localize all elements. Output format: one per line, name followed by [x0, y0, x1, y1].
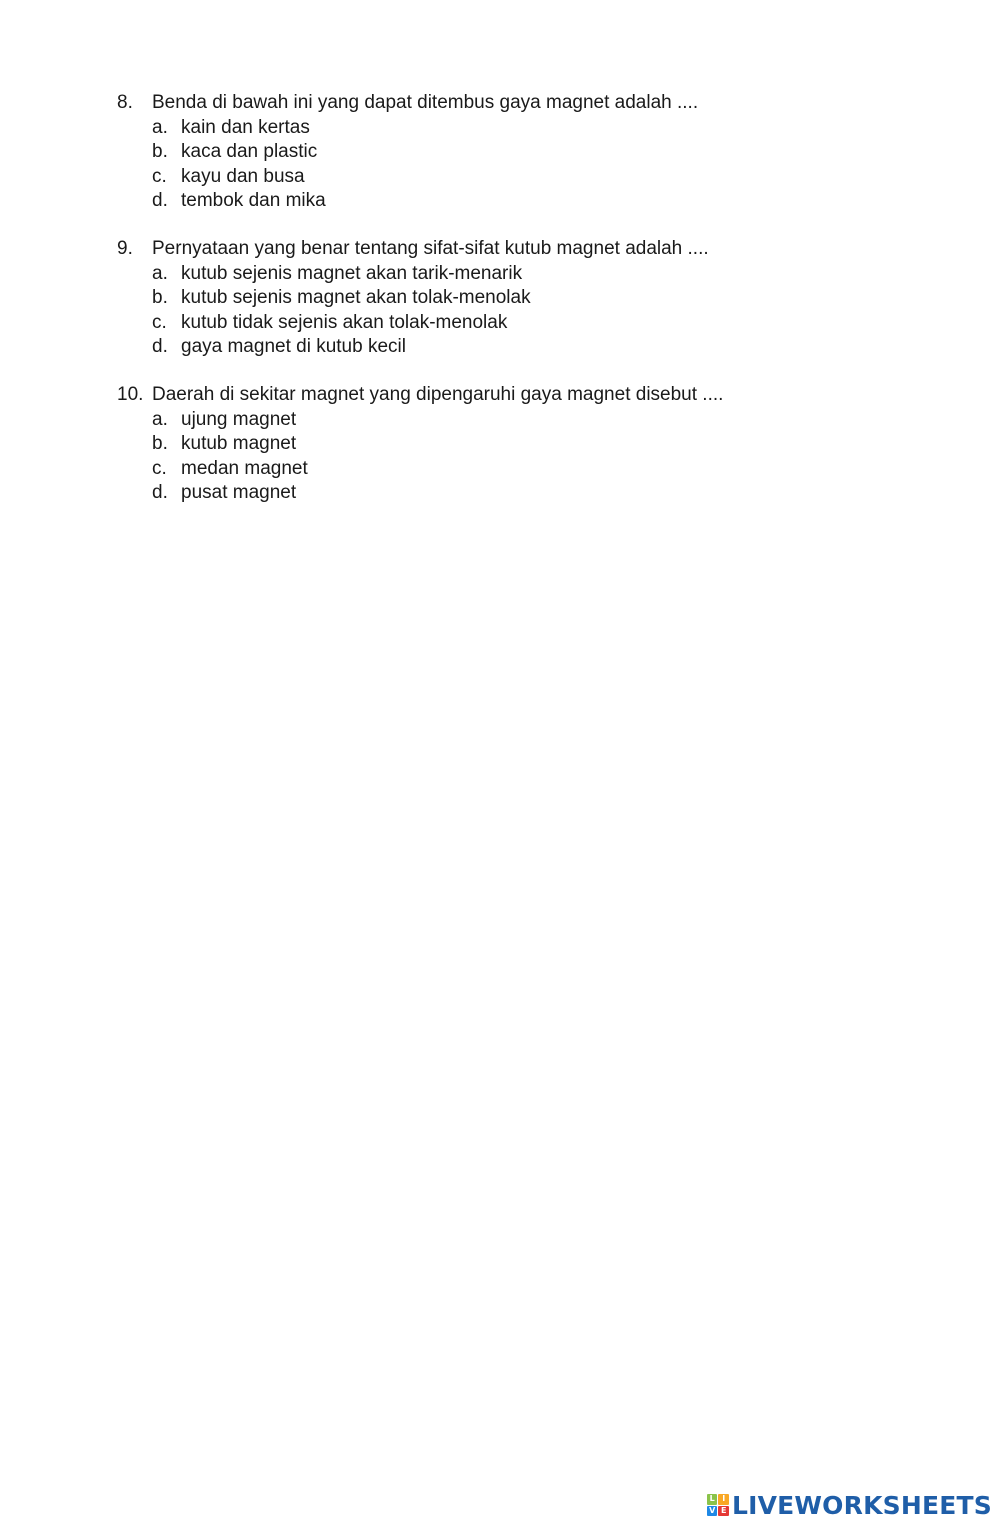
option-text: pusat magnet	[181, 482, 297, 503]
question-10	[117, 383, 877, 506]
answer-options	[117, 262, 877, 360]
option-text: kutub sejenis magnet akan tolak-menolak	[181, 287, 531, 308]
liveworksheets-brand	[707, 1491, 992, 1519]
answer-option-b[interactable]	[117, 140, 877, 165]
answer-option-c[interactable]	[117, 457, 877, 482]
option-text: kutub sejenis magnet akan tarik-menarik	[181, 262, 523, 284]
option-letter: b.	[152, 433, 168, 454]
option-letter: a.	[152, 408, 168, 430]
option-letter: a.	[152, 262, 168, 284]
option-text: medan magnet	[181, 457, 308, 479]
answer-option-c[interactable]	[117, 311, 877, 336]
answer-option-a[interactable]	[117, 408, 877, 433]
answer-option-c[interactable]	[117, 165, 877, 190]
option-letter: b.	[152, 287, 168, 308]
option-text: tembok dan mika	[181, 190, 326, 211]
option-letter: d.	[152, 190, 168, 211]
answer-option-d[interactable]	[117, 335, 877, 360]
question-text: Pernyataan yang benar tentang sifat-sifat kutub magnet adalah ....	[152, 238, 709, 259]
option-letter: d.	[152, 482, 168, 503]
answer-option-b[interactable]	[117, 286, 877, 311]
option-text: kutub magnet	[181, 433, 297, 454]
answer-option-a[interactable]	[117, 116, 877, 141]
logo-letter-v: V	[707, 1506, 718, 1517]
answer-options	[117, 408, 877, 506]
logo-letter-l: L	[707, 1494, 718, 1505]
option-text: kutub tidak sejenis akan tolak-menolak	[181, 311, 508, 333]
answer-option-d[interactable]	[117, 189, 877, 214]
option-text: kain dan kertas	[181, 116, 310, 138]
answer-option-d[interactable]	[117, 481, 877, 506]
option-letter: b.	[152, 141, 168, 162]
question-9	[117, 237, 877, 360]
question-number: 10.	[117, 384, 144, 405]
brand-name: LIVEWORKSHEETS	[731, 1490, 992, 1520]
logo-letter-i: I	[718, 1494, 729, 1505]
option-letter: a.	[152, 116, 168, 138]
option-letter: d.	[152, 336, 168, 357]
logo-letter-e: E	[718, 1506, 729, 1517]
question-text: Benda di bawah ini yang dapat ditembus gaya magnet adalah ....	[152, 92, 699, 113]
option-letter: c.	[152, 165, 167, 187]
liveworksheets-logo-icon	[707, 1494, 729, 1516]
answer-option-a[interactable]	[117, 262, 877, 287]
option-letter: c.	[152, 457, 167, 479]
option-text: gaya magnet di kutub kecil	[181, 336, 406, 357]
option-text: kaca dan plastic	[181, 141, 318, 162]
question-8	[117, 91, 877, 214]
option-text: kayu dan busa	[181, 165, 305, 187]
option-text: ujung magnet	[181, 408, 297, 430]
question-number: 8.	[117, 92, 133, 113]
question-text: Daerah di sekitar magnet yang dipengaruhi gaya magnet disebut ....	[152, 384, 724, 405]
answer-options	[117, 116, 877, 214]
question-number: 9.	[117, 238, 133, 259]
answer-option-b[interactable]	[117, 432, 877, 457]
option-letter: c.	[152, 311, 167, 333]
